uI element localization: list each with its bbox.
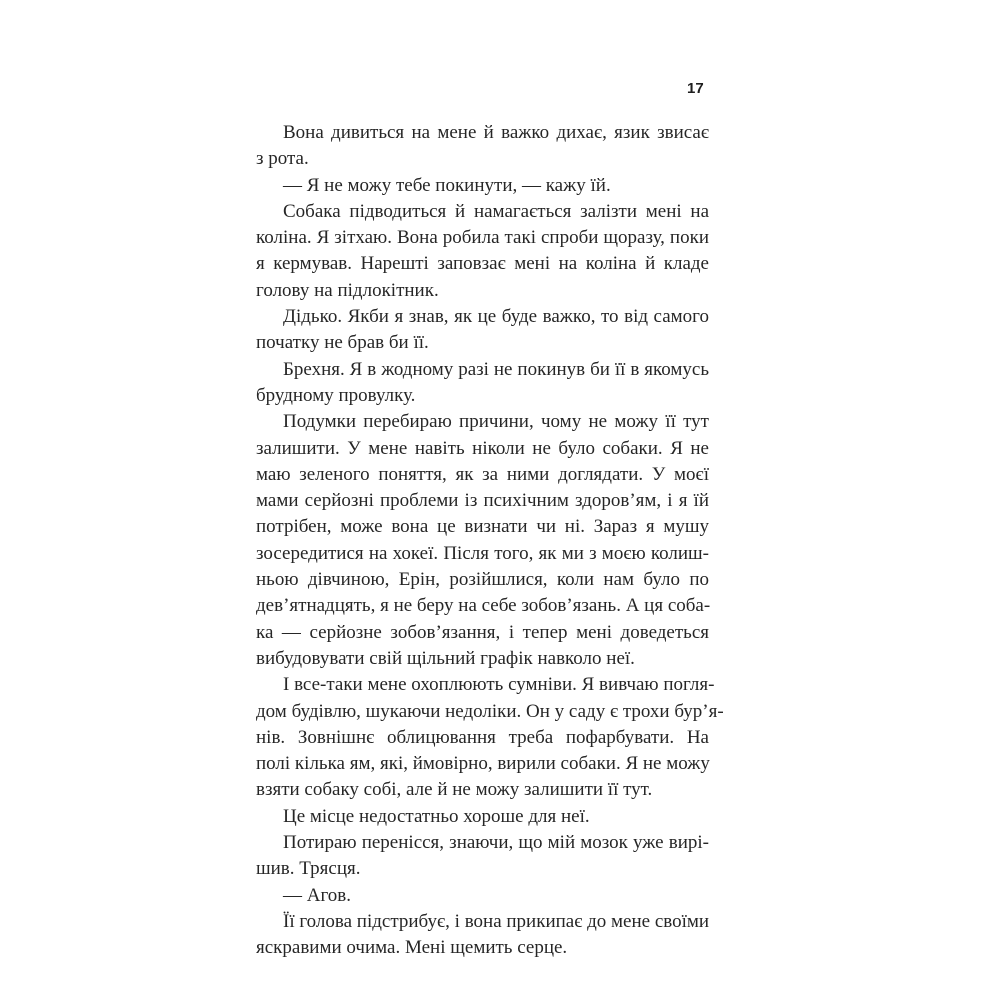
text-line: Брехня. Я в жодному разі не покинув би її в якомусь bbox=[283, 358, 709, 380]
body-text bbox=[256, 120, 724, 962]
text-line: ньою дівчиною, Ерін, розійшлися, коли нам було по bbox=[256, 569, 709, 591]
text-line: Дідько. Якби я знав, як це буде важко, то від самого bbox=[283, 306, 709, 328]
text-line: зосередитися на хокеї. Після того, як ми з моєю колиш- bbox=[256, 542, 709, 564]
text-line: мами серйозні проблеми із психічним здоров’ям, і я їй bbox=[256, 490, 709, 512]
text-line: Собака підводиться й намагається залізти мені на bbox=[283, 200, 709, 222]
text-line: Подумки перебираю причини, чому не можу її тут bbox=[283, 411, 709, 433]
text-line: — Агов. bbox=[283, 884, 352, 906]
text-line: І все-таки мене охоплюють сумніви. Я вивчаю погля- bbox=[283, 674, 715, 696]
text-line: брудному провулку. bbox=[256, 384, 416, 406]
text-line: потрібен, може вона це визнати чи ні. Зараз я мушу bbox=[256, 516, 709, 538]
text-line: маю зеленого поняття, як за ними доглядати. У моєї bbox=[256, 463, 709, 485]
text-line: залишити. У мене навіть ніколи не було собаки. Я не bbox=[256, 437, 709, 459]
text-line: вибудовувати свій щільний графік навколо неї. bbox=[256, 647, 635, 669]
text-line: полі кілька ям, які, ймовірно, вирили собаки. Я не можу bbox=[256, 753, 710, 775]
text-line: Її голова підстрибує, і вона прикипає до мене своїми bbox=[283, 910, 710, 932]
page-number: 17 bbox=[687, 80, 704, 97]
text-line: коліна. Я зітхаю. Вона робила такі спроби щоразу, поки bbox=[256, 227, 709, 249]
text-line: — Я не можу тебе покинути, — кажу їй. bbox=[283, 174, 611, 196]
text-line: ка — серйозне зобов’язання, і тепер мені доведеться bbox=[256, 621, 709, 643]
text-line: Це місце недостатньо хороше для неї. bbox=[283, 805, 590, 827]
text-line: шив. Трясця. bbox=[256, 858, 361, 880]
text-line: яскравими очима. Мені щемить серце. bbox=[256, 937, 568, 959]
text-line: взяти собаку собі, але й не можу залишити її тут. bbox=[256, 779, 653, 801]
text-line: Потираю перенісся, знаючи, що мій мозок уже вирі- bbox=[283, 832, 709, 854]
text-line: початку не брав би її. bbox=[256, 332, 429, 354]
text-line: я кермував. Нарешті заповзає мені на коліна й кладе bbox=[256, 253, 709, 275]
text-line: дев’ятнадцять, я не беру на себе зобов’язань. А ця соба- bbox=[256, 595, 711, 617]
text-line: голову на підлокітник. bbox=[256, 279, 439, 301]
text-line: з рота. bbox=[256, 148, 309, 170]
text-line: Вона дивиться на мене й важко дихає, язик звисає bbox=[283, 122, 709, 143]
text-line: нів. Зовнішнє облицювання треба пофарбувати. На bbox=[256, 726, 709, 748]
text-line: дом будівлю, шукаючи недоліки. Он у саду є трохи бур’я- bbox=[256, 700, 724, 722]
